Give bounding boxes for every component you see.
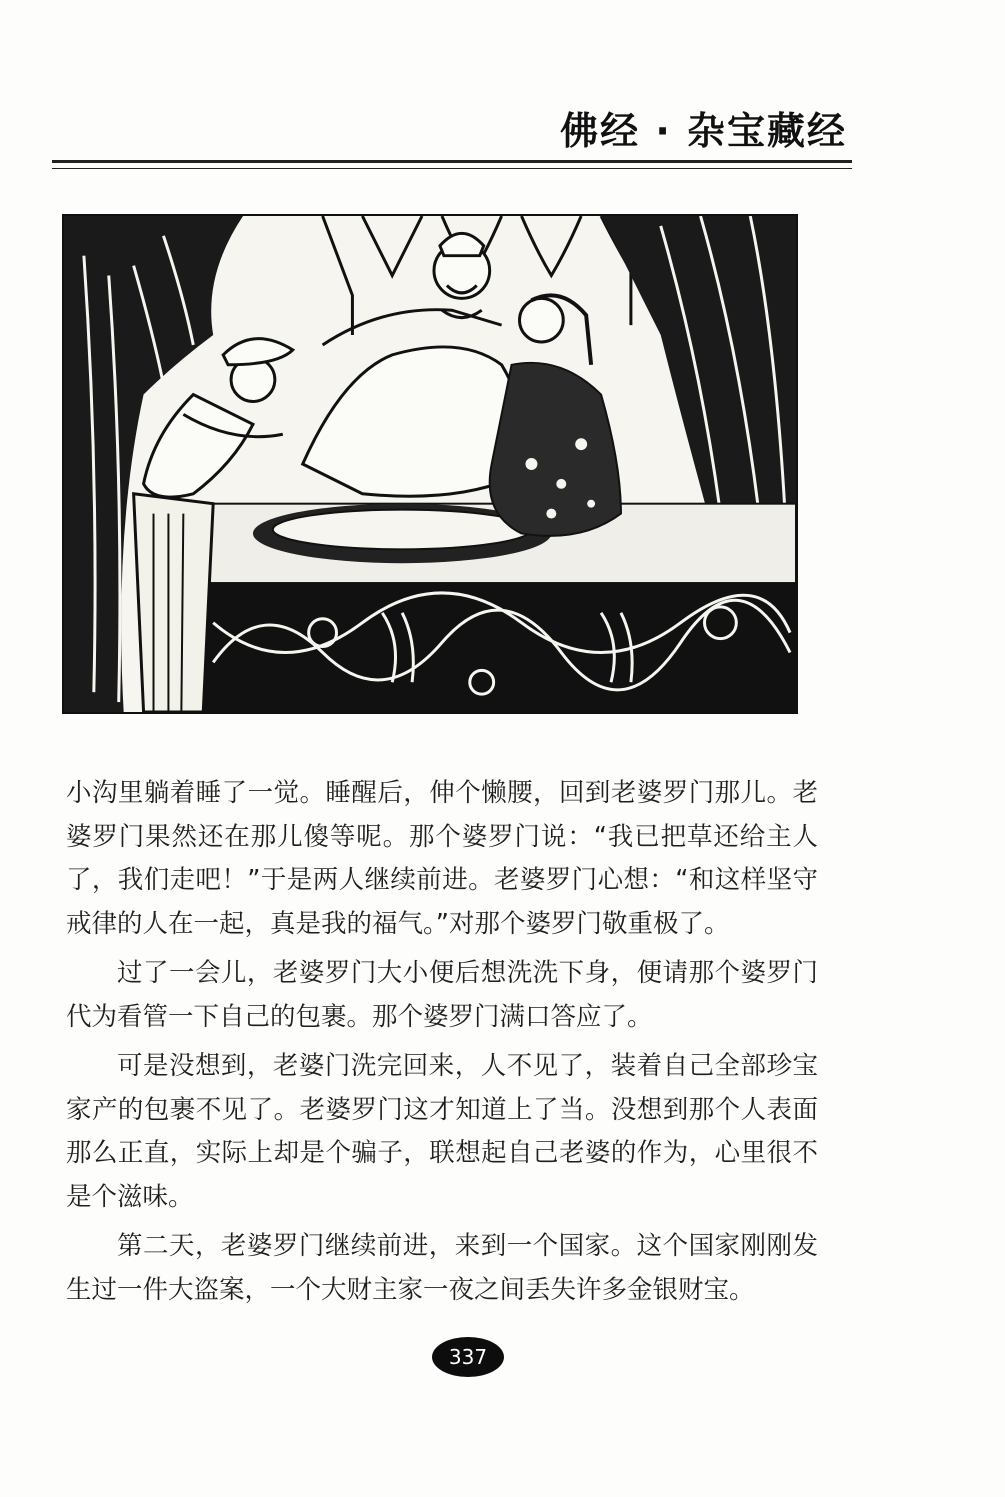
illustration xyxy=(62,214,798,714)
header-rule-thin xyxy=(52,168,852,169)
illustration-brahmin-and-king-icon xyxy=(64,216,796,712)
paragraph: 过了一会儿，老婆罗门大小便后想洗洗下身，便请那个婆罗门代为看管一下自己的包裹。那个婆罗门满口答应了。 xyxy=(66,958,818,1032)
page-number-badge: 337 xyxy=(432,1337,504,1377)
paragraph: 第二天，老婆罗门继续前进，来到一个国家。这个国家刚刚发生过一件大盗案，一个大财主家一夜之间丢失许多金银财宝。 xyxy=(66,1231,818,1305)
paragraph: 可是没想到，老婆门洗完回来，人不见了，装着自己全部珍宝家产的包裹不见了。老婆罗门这才知道上了当。没想到那个人表面那么正直，实际上却是个骗子，联想起自己老婆的作为，心里很不是个滋味。 xyxy=(66,1051,818,1212)
body-text xyxy=(66,772,818,1318)
paragraph: 小沟里躺着睡了一觉。睡醒后，伸个懒腰，回到老婆罗门那儿。老婆罗门果然还在那儿傻等呢。那个婆罗门说：“我已把草还给主人了，我们走吧！”于是两人继续前进。老婆罗门心想：“和这样坚守戒律的人在一起，真是我的福气。”对那个婆罗门敬重极了。 xyxy=(66,778,818,939)
header-rule-thick xyxy=(52,160,852,163)
running-title: 佛经 · 杂宝藏经 xyxy=(560,109,847,153)
